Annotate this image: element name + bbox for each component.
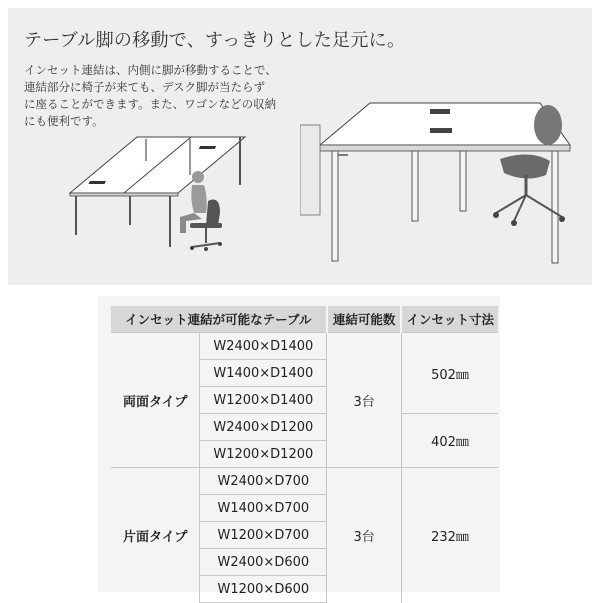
table-row	[111, 468, 498, 495]
table-header-row	[111, 306, 498, 333]
size-cell: W1200×D700	[200, 522, 327, 549]
feature-headline: テーブル脚の移動で、すっきりとした足元に。	[24, 30, 406, 51]
inset-spec-table	[111, 306, 498, 603]
inset-cell: 502㎜	[401, 333, 498, 414]
table-leg-closeup-illustration	[300, 95, 580, 275]
size-cell: W1200×D600	[200, 576, 327, 603]
count-cell: 3台	[327, 333, 402, 468]
inset-cell: 402㎜	[401, 414, 498, 468]
description-line: インセット連結は、内側に脚が移動することで、	[24, 63, 277, 77]
group-label: 片面タイプ	[111, 468, 200, 603]
count-cell: 3台	[327, 468, 402, 603]
table-row	[111, 333, 498, 360]
size-cell: W2400×D700	[200, 468, 327, 495]
column-header-inset: インセット寸法	[401, 306, 498, 333]
size-cell: W1400×D1400	[200, 360, 327, 387]
group-label: 両面タイプ	[111, 333, 200, 468]
size-cell: W2400×D1200	[200, 414, 327, 441]
description-line: にも便利です。	[24, 114, 104, 128]
description-line: に座ることができます。また、ワゴンなどの収納	[24, 97, 277, 111]
size-cell: W1200×D1200	[200, 441, 327, 468]
size-cell: W1400×D700	[200, 495, 327, 522]
inset-cell: 232㎜	[401, 468, 498, 603]
size-cell: W2400×D1400	[200, 333, 327, 360]
linked-tables-illustration	[60, 125, 280, 275]
description-line: 連結部分に椅子が来ても、デスク脚が当たらず	[24, 80, 266, 94]
feature-description	[24, 62, 294, 130]
column-header-table: インセット連結が可能なテーブル	[111, 306, 327, 333]
size-cell: W2400×D600	[200, 549, 327, 576]
column-header-count: 連結可能数	[327, 306, 402, 333]
size-cell: W1200×D1400	[200, 387, 327, 414]
